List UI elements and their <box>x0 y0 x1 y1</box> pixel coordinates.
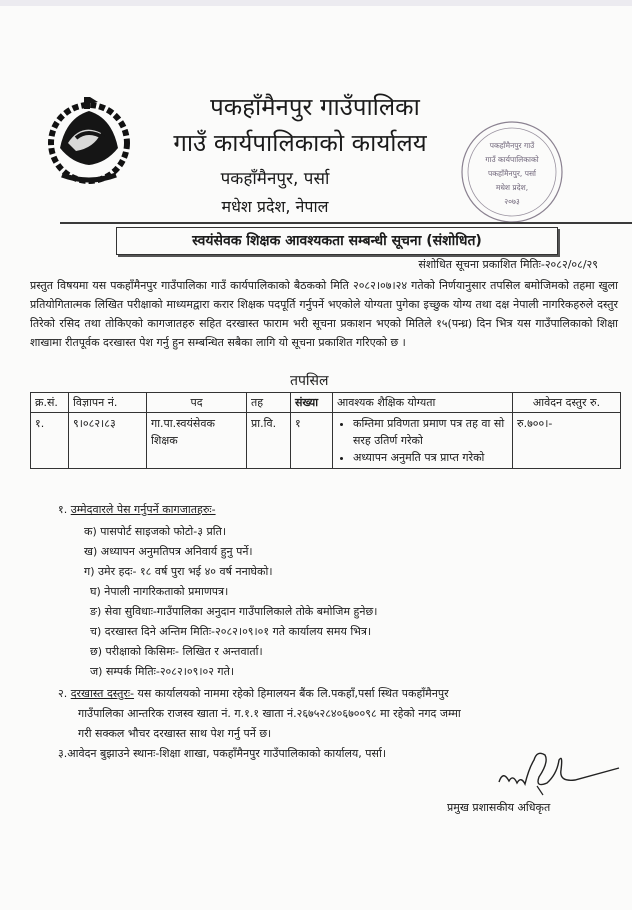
document-item: ज) सम्पर्क मितिः-२०८२।०९।०२ गते। <box>90 665 235 678</box>
cell-fee: रु.७००।- <box>513 413 621 469</box>
stamp-line-4: मधेश प्रदेश, <box>495 183 529 192</box>
table-header-row <box>31 393 621 413</box>
section-2-line-2: गाउँपालिका आन्तरिक राजस्व खाता नं. ग.१.१ खाता नं.२६७५२८४०६७००९८ मा रहेको नगद जम्मा <box>78 707 461 720</box>
col-header-post: पद <box>147 393 247 413</box>
stamp-line-1: पकहाँमैनपुर गाउँ <box>489 141 535 150</box>
col-header-level: तह <box>247 393 291 413</box>
stamp-year: २०७३ <box>504 197 520 206</box>
table-caption: तपसिल <box>290 373 329 389</box>
section-2-fee <box>30 684 600 744</box>
document-item: ग) उमेर हदः- १८ वर्ष पुरा भई ४० वर्ष ननाघेको। <box>84 565 273 578</box>
municipality-name: पकहाँमैनपुर गाउँपालिका <box>210 93 420 121</box>
address-line-1: पकहाँमैनपुर, पर्सा <box>220 169 330 189</box>
notice-body: प्रस्तुत विषयमा यस पकहाँमैनपुर गाउँपालिका गाउँ कार्यपालिकाको बैठकको मिति २०८२।०७।२४ गतेको निर्णयानुसार तपसिल बमोजिमको तहमा खुला प्रतियोगितात्मक लिखित परीक्षाको माध्यमद्वारा करार शिक्षक पदपूर्ति गर्नुपर्ने भएकोले योग्यता पुगेका इच्छुक योग्य तथा दक्ष नेपाली नागरिकहरुले दस्तुर तिरेको रसिद तथा तोकिएको कागजातहरु सहित दरखास्त फाराम भरी सूचना प्रकाशन भएको मितिले १५(पन्ध्र) दिन भित्र यस गाउँपालिकाको शिक्षा शाखामा रीतपूर्वक दरखास्त पेश गर्नु हुन सम्बन्धित सबैका लागि यो सूचना प्रकाशित गरिएको छ । <box>30 279 618 349</box>
signatory-designation: प्रमुख प्रशासकीय अधिकृत <box>447 801 551 814</box>
document-item: घ) नेपाली नागरिकताको प्रमाणपत्र। <box>90 585 229 598</box>
col-header-sn: क्र.सं. <box>31 393 69 413</box>
section-1-heading <box>30 500 600 520</box>
section-1-number: १. <box>58 503 68 516</box>
notice-sections <box>30 500 600 764</box>
document-item: च) दरखास्त दिने अन्तिम मितिः-२०८२।०९।०१ गते कार्यालय समय भित्र। <box>90 625 372 638</box>
office-name: गाउँ कार्यपालिकाको कार्यालय <box>173 129 427 157</box>
vacancy-table <box>30 392 621 469</box>
section-1-title: उम्मेदवारले पेस गर्नुपर्ने कागजातहरुः- <box>70 503 216 516</box>
table-row <box>31 413 621 469</box>
cell-post: गा.पा.स्वयंसेवक शिक्षक <box>147 413 247 469</box>
address-line-2: मधेश प्रदेश, नेपाल <box>221 197 329 216</box>
qualification-item: • अध्यापन अनुमति पत्र प्राप्त गरेको <box>353 449 508 466</box>
cell-sn: १. <box>31 413 69 469</box>
col-header-fee: आवेदन दस्तुर रु. <box>513 393 621 413</box>
document-item: ङ) सेवा सुविधाः-गाउँपालिका अनुदान गाउँपालिकाले तोके बमोजिम हुनेछ। <box>90 605 378 618</box>
notice-title: स्वयंसेवक शिक्षक आवश्यकता सम्बन्धी सूचना (संशोधित) <box>116 227 558 255</box>
cell-qualification <box>333 413 513 469</box>
section-2-number: २. <box>58 687 68 700</box>
stamp-line-2: गाउँ कार्यपालिकाको <box>485 155 539 164</box>
header-divider <box>60 222 632 224</box>
nepal-emblem-icon <box>46 93 132 185</box>
col-header-qualification: आवश्यक शैक्षिक योग्यता <box>333 393 513 413</box>
stamp-line-3: पकहाँमैनपुर, पर्सा <box>488 169 536 178</box>
section-2-line-1: यस कार्यालयको नाममा रहेको हिमालयन बैंक लि.पकहाँ,पर्सा स्थित पकहाँमैनपुर <box>137 687 449 700</box>
signature-icon <box>485 746 625 798</box>
document-item: क) पासपोर्ट साइजको फोटो-३ प्रति। <box>84 525 227 538</box>
qualification-item: • कम्तिमा प्रविणता प्रमाण पत्र तह वा सो सरह उतिर्ण गरेको <box>353 415 508 449</box>
office-stamp <box>458 118 566 226</box>
section-2-title: दरखास्त दस्तुरः- <box>70 687 135 700</box>
cell-ad-no: ९।०८२।८३ <box>69 413 147 469</box>
section-2-line-3: गरी सक्कल भौचर दरखास्त साथ पेश गर्नु पर्ने छ। <box>78 727 272 740</box>
cell-level: प्रा.वि. <box>247 413 291 469</box>
cell-count: १ <box>291 413 333 469</box>
col-header-ad-no: विज्ञापन नं. <box>69 393 147 413</box>
required-documents-list <box>30 522 600 682</box>
section-3-submission-place: ३.आवेदन बुझाउने स्थानः-शिक्षा शाखा, पकहाँमैनपुर गाउँपालिकाको कार्यालय, पर्सा। <box>58 747 386 760</box>
col-header-count: संख्या <box>291 393 333 413</box>
document-item: ख) अध्यापन अनुमतिपत्र अनिवार्य हुनु पर्ने। <box>84 545 253 558</box>
published-date: संशोधित सूचना प्रकाशित मितिः-२०८२/०८/२९ <box>418 258 598 271</box>
document-item: छ) परीक्षाको किसिमः- लिखित र अन्तवार्ता। <box>90 645 263 658</box>
